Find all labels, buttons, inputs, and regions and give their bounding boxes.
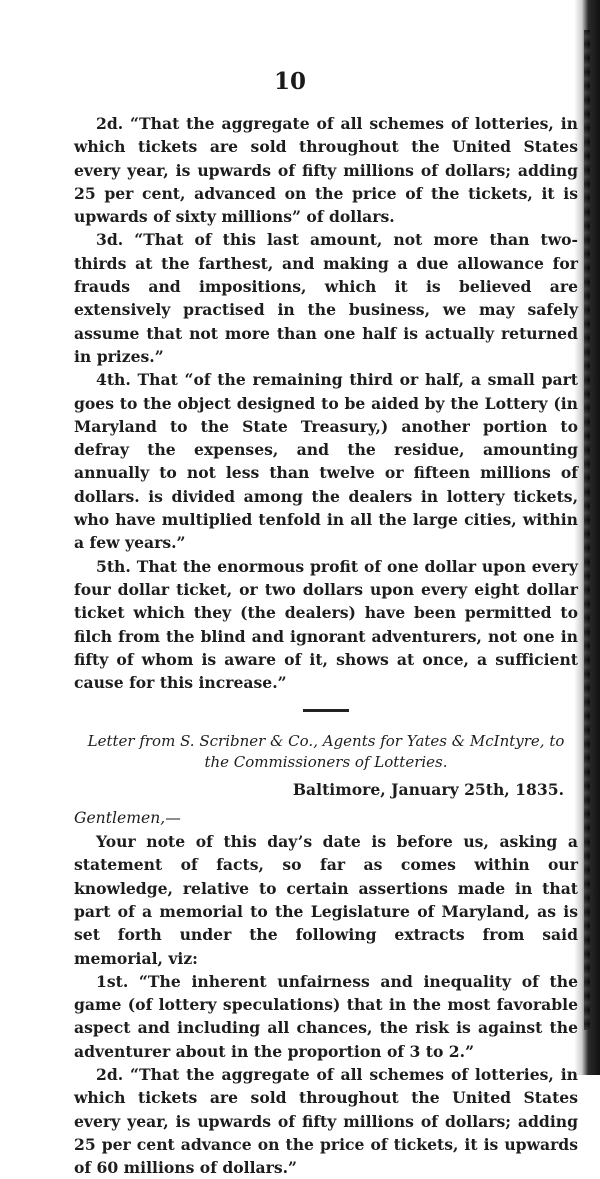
letter-paragraph-1st: 1st. “The inherent unfairness and inequality of the game (of lottery speculations) that in the most favorable aspect and including all chances, the risk is against the adventurer about in the proportion of 3 to 2.” (74, 971, 578, 1061)
page-number: 10 (273, 68, 306, 95)
letter-paragraph-2d: 2d. “That the aggregate of all schemes of lotteries, in which tickets are sold throughout the United States every year, is upwards of fifty millions of dollars; adding 25 per cent advance on the price of tickets, it is upwards of 60 millions of dollars.” (74, 1064, 578, 1178)
paragraph-3d: 3d. “That of this last amount, not more than two-thirds at the farthest, and making a due allowance for frauds and impositions, which it is believed are extensively practised in the business, we may safely assume that not more than one half is actually returned in prizes.” (74, 230, 578, 366)
paragraph-5th: 5th. That the enormous profit of one dollar upon every four dollar ticket, or two dollars upon every eight dollar ticket which they (the dealers) have been permitted to filch from the blind and ignorant adventurers, not one in fifty of whom is aware of it, shows at once, a sufficient cause for this increase.” (74, 556, 578, 693)
letter-paragraph-intro: Your note of this day’s date is before us, asking a statement of facts, so far as comes within our knowledge, relative to certain assertions made in that part of a memorial to the Legislature of Maryland, as is set forth under the following extracts from said memorial, viz: (74, 832, 578, 968)
letter-salutation: Gentlemen,— (74, 808, 181, 827)
section-divider (303, 709, 349, 712)
page-body (74, 112, 578, 1179)
letter-heading-line-1: Letter from S. Scribner & Co., Agents for Yates & McIntyre, to (87, 732, 565, 751)
letter-heading-line-2: the Commissioners of Lotteries. (204, 753, 448, 772)
paragraph-4th: 4th. That “of the remaining third or half, a small part goes to the object designed to be aided by the Lottery (in Maryland to the State Treasury,) another portion to defray the expenses, and the residue, amounting annually to not less than twelve or fifteen millions of dollars. is divided among the dealers in lottery tickets, who have multiplied tenfold in all the large cities, within a few years.” (74, 370, 578, 553)
letter-dateline: Baltimore, January 25th, 1835. (292, 780, 564, 800)
paragraph-2d: 2d. “That the aggregate of all schemes of lotteries, in which tickets are sold throughout the United States every year, is upwards of fifty millions of dollars; adding 25 per cent, advanced on the price of the tickets, it is upwards of sixty millions” of dollars. (74, 114, 578, 227)
page-binding-shadow (584, 30, 590, 1030)
